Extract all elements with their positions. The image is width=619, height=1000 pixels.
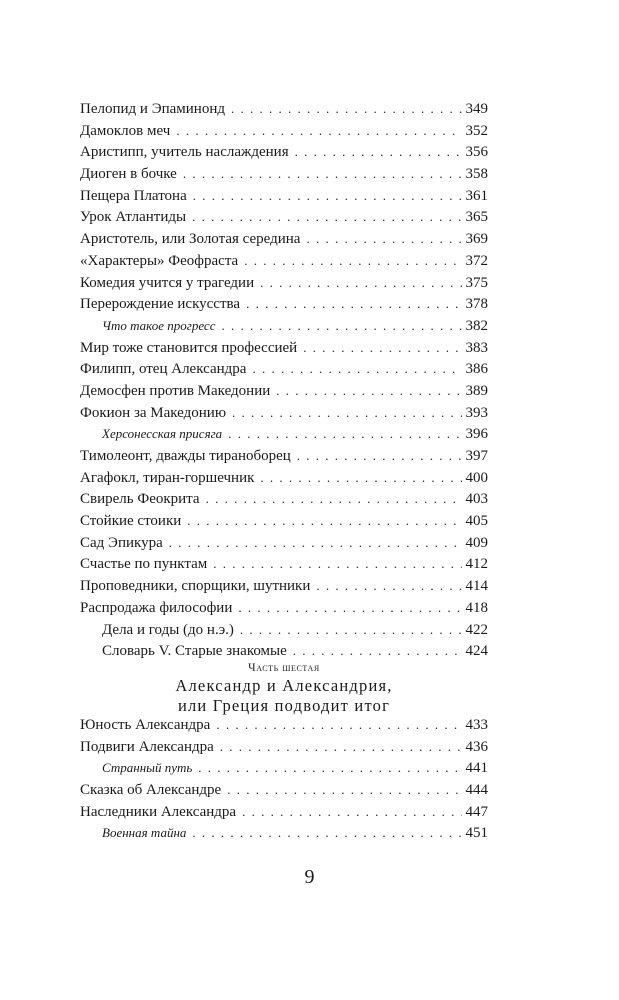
toc-entry: [80, 228, 488, 250]
dot-leader: [276, 380, 461, 402]
toc-entry-page: 441: [465, 760, 488, 777]
toc-entry: [80, 141, 488, 163]
toc-entry: [80, 510, 488, 532]
dot-leader: [228, 423, 461, 445]
toc-entry-title: Сад Эпикура: [80, 534, 163, 551]
toc-entry-page: 444: [465, 782, 488, 799]
dot-leader: [260, 272, 461, 294]
dot-leader: [216, 714, 461, 736]
toc-entry: [80, 532, 488, 554]
toc-entry-title: Сказка об Александре: [80, 782, 222, 799]
dot-leader: [240, 619, 462, 641]
dot-leader: [213, 553, 461, 575]
toc-entry-page: 372: [465, 252, 488, 269]
dot-leader: [187, 510, 461, 532]
dot-leader: [260, 467, 461, 489]
toc-entry-page: 424: [465, 643, 488, 660]
toc-entry-title: Военная тайна: [102, 825, 187, 841]
toc-entry-page: 358: [465, 166, 488, 183]
part-title-line1: Александр и Александрия,: [175, 676, 393, 695]
toc-entry-title: Мир тоже становится профессией: [80, 339, 298, 356]
toc-entry-page: 397: [465, 448, 488, 464]
toc-entry-page: 400: [465, 469, 488, 486]
toc-entry-title: Что такое прогресс: [102, 317, 216, 333]
toc-entry-title: Агафокл, тиран-горшечник: [80, 469, 255, 486]
dot-leader: [295, 141, 462, 163]
toc-entry-title: Счастье по пунктам: [80, 556, 208, 573]
toc-entry-title: Пещера Платона: [80, 187, 187, 204]
toc-entry-title: Демосфен против Македонии: [80, 382, 271, 399]
dot-leader: [206, 488, 462, 510]
toc-entry-title: Дела и годы (до н.э.): [102, 621, 234, 638]
toc-entry: [80, 380, 488, 402]
toc-entry-page: 409: [465, 534, 488, 551]
dot-leader: [176, 120, 461, 142]
toc-entry-title: Аристипп, учитель наслаждения: [80, 144, 289, 161]
dot-leader: [220, 736, 462, 758]
toc-entry-page: 412: [465, 556, 488, 573]
toc-entry-page: 356: [465, 144, 488, 161]
page-number: 9: [304, 866, 315, 888]
dot-leader: [306, 228, 461, 250]
part-title-line2: или Греция подводит итог: [177, 696, 391, 715]
toc-entry: [80, 757, 488, 779]
toc-entry-title: Тимолеонт, дважды тираноборец: [80, 448, 291, 464]
toc-entry: [80, 597, 488, 619]
part-label: Часть шестая: [248, 662, 320, 674]
dot-leader: [198, 757, 461, 779]
table-of-contents-upper: [80, 98, 488, 662]
toc-entry: [80, 163, 488, 185]
toc-entry-title: Подвиги Александра: [80, 738, 214, 755]
toc-entry-title: Юность Александра: [80, 717, 211, 733]
toc-entry: [80, 553, 488, 575]
toc-entry-title: Стойкие стоики: [80, 513, 182, 530]
dot-leader: [193, 185, 462, 207]
toc-entry: [80, 801, 488, 823]
toc-entry-title: Перерождение искусства: [80, 296, 241, 313]
toc-entry-title: «Характеры» Феофраста: [80, 252, 239, 269]
toc-entry: [80, 488, 488, 510]
toc-entry: [80, 423, 488, 445]
toc-entry: [80, 822, 488, 844]
dot-leader: [293, 640, 462, 662]
toc-entry: [80, 358, 488, 380]
toc-entry-title: Урок Атлантиды: [80, 209, 187, 226]
toc-entry-page: 436: [465, 738, 488, 755]
toc-entry-page: 386: [465, 361, 488, 378]
toc-entry-title: Диоген в бочке: [80, 166, 177, 183]
toc-entry-page: 403: [465, 491, 488, 508]
toc-entry-page: 349: [465, 101, 488, 117]
toc-entry: [80, 445, 488, 467]
dot-leader: [192, 822, 461, 844]
table-of-contents-lower: [80, 714, 488, 844]
toc-entry-page: 414: [465, 578, 488, 595]
toc-entry-title: Странный путь: [102, 760, 193, 776]
dot-leader: [244, 250, 461, 272]
toc-entry-page: 378: [465, 296, 488, 313]
dot-leader: [169, 532, 462, 554]
toc-entry-title: Комедия учится у трагедии: [80, 274, 255, 291]
toc-entry-title: Проповедники, спорщики, шутники: [80, 578, 311, 595]
toc-entry-title: Свирель Феокрита: [80, 491, 200, 508]
dot-leader: [303, 337, 461, 359]
toc-entry-title: Наследники Александра: [80, 803, 237, 820]
dot-leader: [183, 163, 462, 185]
toc-entry: [80, 337, 488, 359]
toc-entry: [80, 467, 488, 489]
dot-leader: [221, 315, 461, 337]
toc-entry-page: 418: [465, 599, 488, 616]
toc-entry: [80, 640, 488, 662]
part-header: [80, 660, 488, 716]
toc-entry-page: 383: [465, 339, 488, 356]
toc-entry: [80, 736, 488, 758]
toc-entry-title: Аристотель, или Золотая середина: [80, 231, 301, 248]
dot-leader: [192, 206, 461, 228]
dot-leader: [238, 597, 461, 619]
toc-entry-title: Дамоклов меч: [80, 122, 171, 139]
toc-entry-title: Фокион за Македонию: [80, 404, 227, 421]
toc-entry: [80, 402, 488, 424]
toc-entry: [80, 98, 488, 120]
dot-leader: [316, 575, 461, 597]
dot-leader: [227, 779, 461, 801]
dot-leader: [246, 293, 461, 315]
toc-entry: [80, 575, 488, 597]
dot-leader: [232, 402, 461, 424]
dot-leader: [231, 98, 462, 120]
toc-entry-title: Херсонесская присяга: [102, 426, 223, 442]
toc-entry-title: Филипп, отец Александра: [80, 361, 247, 378]
toc-entry-title: Пелопид и Эпаминонд: [80, 101, 225, 117]
toc-entry-page: 451: [465, 825, 488, 842]
toc-entry-page: 396: [465, 426, 488, 443]
toc-entry-title: Распродажа философии: [80, 599, 233, 616]
toc-entry-page: 405: [465, 513, 488, 530]
toc-entry-page: 369: [465, 231, 488, 248]
toc-entry: [80, 206, 488, 228]
toc-entry: [80, 250, 488, 272]
toc-entry: [80, 293, 488, 315]
toc-entry: [80, 619, 488, 641]
dot-leader: [242, 801, 461, 823]
toc-entry: [80, 272, 488, 294]
toc-entry-page: 389: [465, 382, 488, 399]
toc-entry-page: 382: [465, 317, 488, 334]
toc-entry-page: 433: [465, 717, 488, 733]
toc-entry-page: 393: [465, 404, 488, 421]
toc-entry-page: 422: [465, 621, 488, 638]
toc-entry-page: 352: [465, 122, 488, 139]
toc-entry: [80, 779, 488, 801]
toc-entry: [80, 714, 488, 736]
toc-entry: [80, 315, 488, 337]
dot-leader: [252, 358, 461, 380]
dot-leader: [297, 445, 462, 467]
toc-entry-page: 447: [465, 803, 488, 820]
toc-entry: [80, 120, 488, 142]
toc-entry-page: 375: [465, 274, 488, 291]
toc-entry: [80, 185, 488, 207]
toc-entry-page: 365: [465, 209, 488, 226]
toc-entry-title: Словарь V. Старые знакомые: [102, 643, 287, 660]
toc-entry-page: 361: [465, 187, 488, 204]
